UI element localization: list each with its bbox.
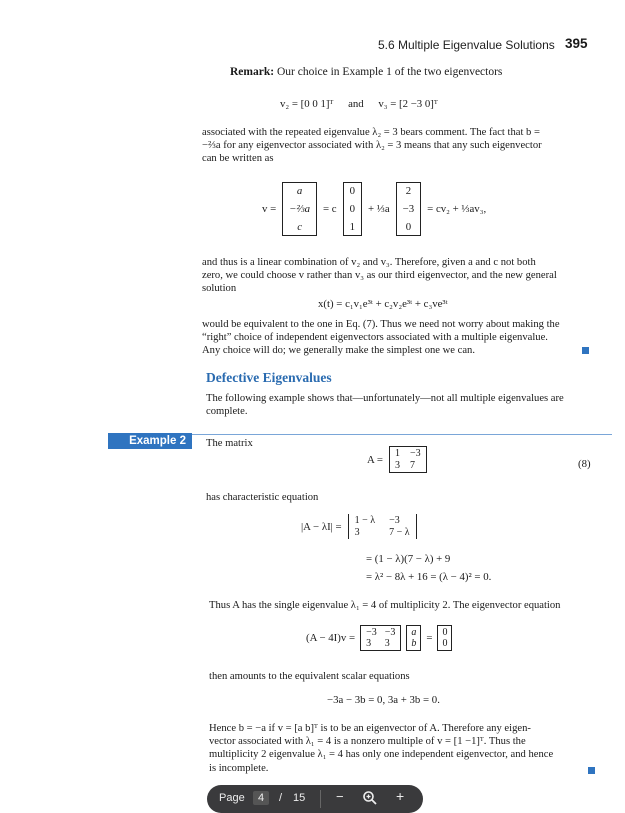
matrix-entry: −3 [410,448,421,459]
det-entry: 7 − λ [389,527,410,538]
zero-vector [437,625,452,651]
section-title: Defective Eigenvalues [206,370,332,385]
matrix-entry: 3 [366,638,372,649]
vec-lhs: v = [262,203,277,215]
para2-line: solution [202,283,237,295]
para3-line: “right” choice of independent eigenvectors associated with a multiple eigenvalue. [202,332,548,344]
matrix-entry: 3 [384,638,390,649]
conclusion-paragraph [209,722,595,775]
scalar-equations: −3a − 3b = 0, 3a + 3b = 0. [327,694,440,706]
vec-eq-c: = c [322,203,337,215]
remark-intro [230,66,502,79]
det-expansion-2: = λ² − 8λ + 16 = (λ − 4)² = 0. [366,571,492,583]
matrix-lhs: A = [367,453,383,466]
vec-plus: + ⅓a [367,203,390,215]
matrix-entry: 1 [395,448,400,459]
eig-eq: = [426,632,433,644]
conclusion-line: Hence b = −a if v = [a b]ᵀ is to be an eigenvector of A. Therefore any eigen- [209,723,531,734]
eq-v2: v₂ = [0 0 1]ᵀ [280,98,334,110]
example-lead: The matrix [206,438,253,449]
det-lhs: |A − λI| = [301,520,342,533]
conclusion-line: vector associated with λ₁ = 4 is a nonzero multiple of v = [1 −1]ᵀ. Thus the [209,736,526,748]
running-header: 5.6 Multiple Eigenvalue Solutions [378,38,555,52]
toolbar-divider [320,790,321,808]
eq-v3: v₃ = [2 −3 0]ᵀ [378,98,438,110]
determinant [301,514,417,539]
vec-entry: −⅔a [289,203,310,215]
matrix-entry: −3 [384,627,396,638]
vec-entry: 0 [349,203,355,215]
total-pages: 15 [293,792,306,804]
conclusion-line: multiplicity 2 eigenvalue λ₁ = 4 has only one independent eigenvector, and hence [209,749,554,761]
vec-rhs: = cv₂ + ⅓av₃, [427,203,487,215]
eig-matrix [360,625,401,651]
remark-paragraph-2 [202,256,590,296]
para1-line: −⅔a for any eigenvector associated with λ₂ = 3 means that any such eigenvector [202,140,542,152]
then-text: then amounts to the equivalent scalar equations [209,671,410,682]
eig-vector [406,625,421,651]
para2-line: zero, we could choose v rather than v₃ as our third eigenvector, and the new general [202,270,557,282]
zoom-icon[interactable] [362,790,378,809]
equation-number: (8) [578,458,591,470]
matrix-entry: 3 [395,460,400,471]
remark-paragraph-1 [202,126,590,166]
para3-line: would be equivalent to the one in Eq. (7). Thus we need not worry about making the [202,319,560,330]
example-divider [192,434,612,435]
vec-entry: −3 [402,203,415,215]
vector-v2 [343,182,362,236]
conclusion-line: is incomplete. [209,762,269,774]
section-intro [206,392,590,418]
zoom-in-button[interactable]: + [396,788,405,804]
vec-entry: 0 [405,221,412,233]
char-equation-text: has characteristic equation [206,492,319,503]
para1-line: associated with the repeated eigenvalue λ₂ = 3 bears comment. The fact that b = [202,127,540,138]
det-expansion-1: = (1 − λ)(7 − λ) + 9 [366,553,451,565]
vec-entry: 0 [442,627,448,638]
matrix-entry: −3 [366,627,377,638]
vec-entry: 2 [405,185,412,197]
para3-line: Any choice will do; we generally make the simplest one we can. [202,345,475,357]
zoom-out-button[interactable]: − [336,789,344,804]
para1-line: can be written as [202,153,274,165]
vec-entry: 0 [349,185,355,197]
vec-entry: c [297,221,302,233]
determinant-body [348,514,417,539]
section-intro-line: The following example shows that—unfortunately—not all multiple eigenvalues are [206,393,564,404]
eigenvector-system [306,625,452,651]
page-number: 395 [565,36,588,51]
vector-a-c [282,182,317,236]
remark-paragraph-3 [202,318,590,358]
det-entry: 3 [354,527,360,538]
end-of-remark-icon [582,347,589,354]
page-separator: / [279,792,283,804]
vector-v3 [396,182,422,236]
eigenvalue-text: Thus A has the single eigenvalue λ₁ = 4 of multiplicity 2. The eigenvector equation [209,600,561,611]
para2-line: and thus is a linear combination of v₂ and v₃. Therefore, given a and c not both [202,257,536,268]
matrix-a-body [389,446,427,473]
vec-entry: a [411,627,417,638]
general-solution: x(t) = c₁v₁e³ᵗ + c₂v₂e³ᵗ + c₃ve³ᵗ [318,298,448,310]
eigenvector-equation [280,98,438,110]
vector-decomposition [262,182,486,236]
vec-entry: a [296,185,303,197]
det-entry: −3 [389,515,400,526]
page-label: Page [219,792,245,804]
det-entry: 1 − λ [354,515,376,526]
matrix-a [367,446,427,473]
example-tag: Example 2 [108,433,192,449]
end-of-example-icon [588,767,595,774]
section-intro-line: complete. [206,406,248,418]
matrix-entry: 7 [410,460,415,471]
page-input[interactable]: 4 [253,791,269,805]
eig-lhs: (A − 4I)v = [306,632,356,644]
remark-label: Remark: [230,66,275,78]
vec-entry: 0 [442,638,448,649]
vec-entry: b [411,638,417,649]
vec-entry: 1 [349,221,355,233]
eq-and: and [348,98,364,110]
remark-intro-text: Our choice in Example 1 of the two eigenvectors [276,66,503,78]
